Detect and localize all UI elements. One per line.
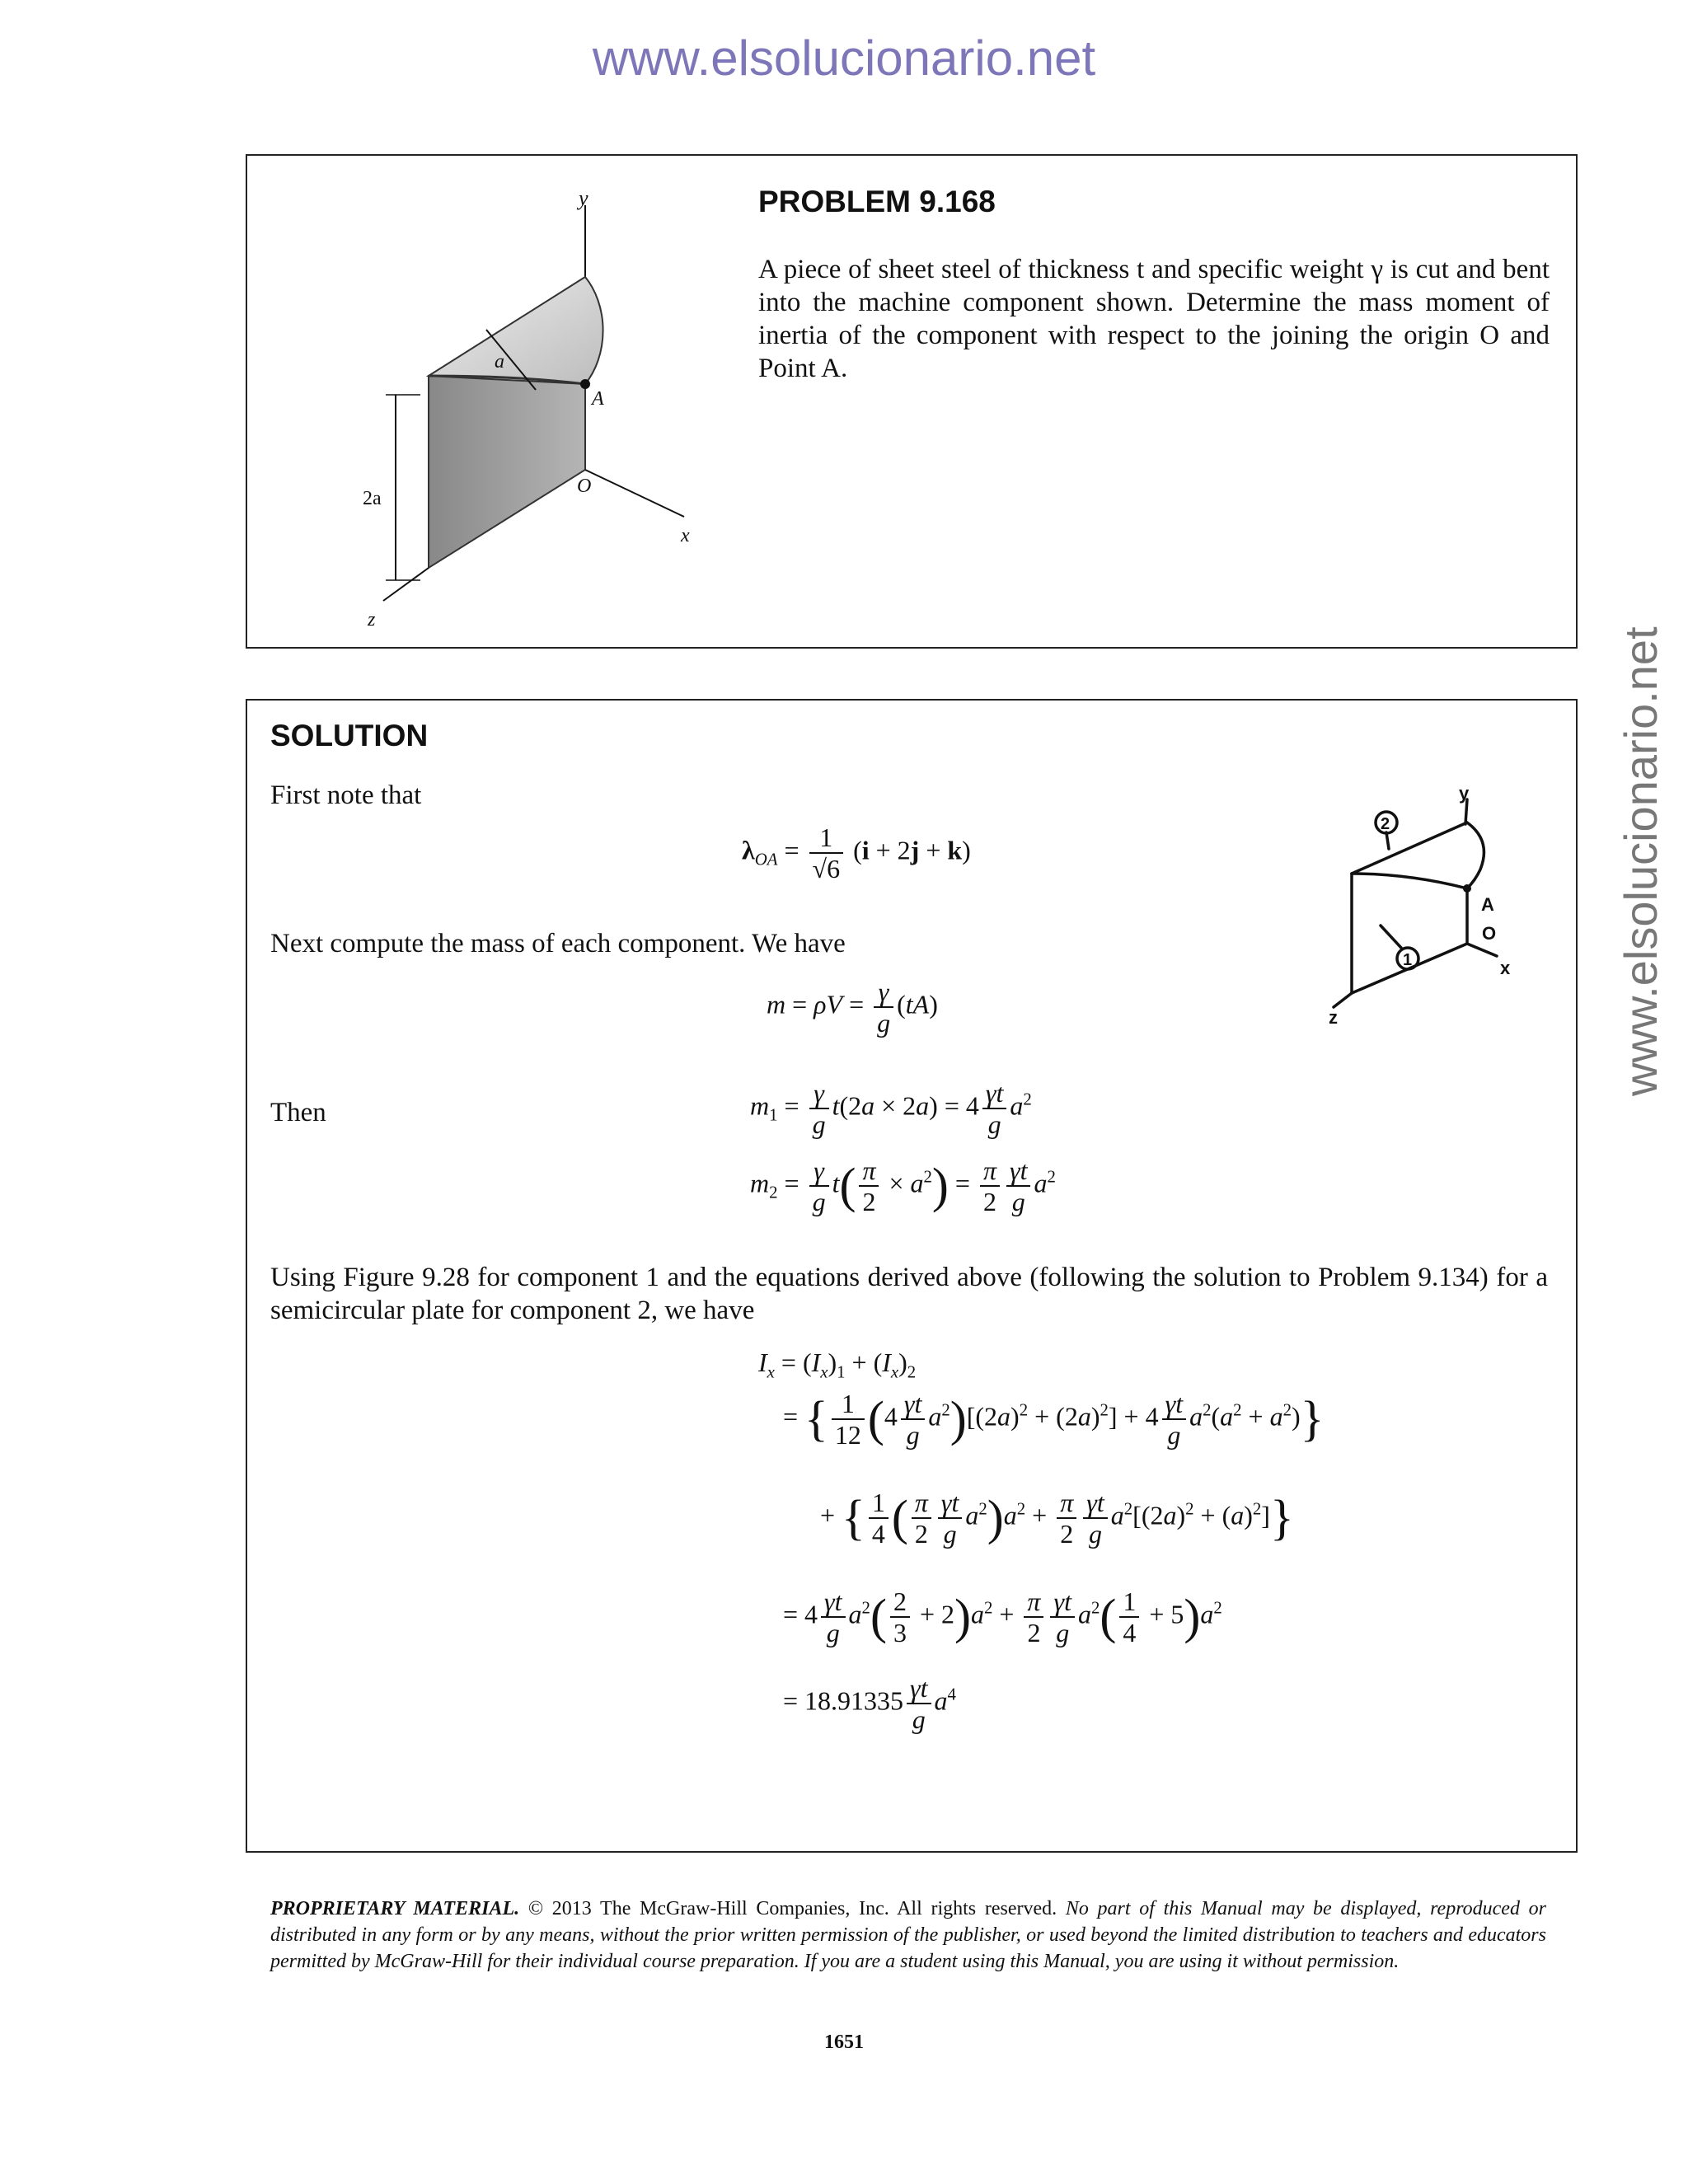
- problem-box: [246, 154, 1578, 649]
- first-note-text: First note that: [270, 780, 422, 810]
- fig-label-z: z: [368, 609, 376, 630]
- problem-figure: [297, 172, 808, 634]
- next-compute-text: Next compute the mass of each component. We have: [270, 929, 846, 958]
- sketch-label-1: 1: [1403, 951, 1413, 969]
- problem-text: A piece of sheet steel of thickness t and specific weight γ is cut and bent into the machine component shown. Determine the mass moment of inertia of the component with respect to the joining the origin O and Point A.: [758, 255, 1550, 383]
- footer-notice: [270, 1896, 1546, 1975]
- footer-italic: No part of this Manual may be displayed, reproduced or distributed in any form or by any means, without the prior written permission of the publisher, or used beyond the limited distribution to teachers and educators permitted by McGraw-Hill for their individual course preparation. If you are a student using this Manual, you are using it without permission.: [270, 1898, 1546, 1972]
- eq-ix-line4: = 4 $\frac{\gamma t}{g}$ $a^2$( $\frac{2}{3}$ + $2)a^2$ + $\frac{\pi}{2}$ $\frac{\gamma t}{g}$ $a^2$( $\frac{1}{4}$ + $5)a^2$: [783, 1586, 1222, 1647]
- then-text: Then: [270, 1098, 326, 1127]
- footer-bold: PROPRIETARY MATERIAL.: [270, 1898, 520, 1919]
- sketch-label-y: y: [1459, 783, 1470, 804]
- eq-ix-line2: = { $\frac{1}{12}$ (4 $\frac{\gamma t}{g}$ $a^2)[(2a)^2 + (2a)^2] + 4$ $\frac{\gamma t}{g}$ $a^2(a^2 + a^2)$}: [783, 1389, 1325, 1450]
- eq-lambda: $\lambda_{OA}$ = $\frac{1}{√6}$ (i + 2j + k): [742, 823, 971, 883]
- watermark-side: www.elsolucionario.net: [1615, 626, 1667, 1096]
- sketch-label-A: A: [1481, 894, 1494, 915]
- solution-box: [246, 699, 1578, 1853]
- sketch-label-z: z: [1329, 1007, 1338, 1028]
- eq-m2: $m_2$ = $\frac{\gamma}{g}$ t( $\frac{\pi}{2}$ × $a^2$) = $\frac{\pi}{2}$ $\frac{\gamma t}{g}$ $a^2$: [750, 1155, 1056, 1216]
- footer-plain: © 2013 The McGraw-Hill Companies, Inc. All rights reserved.: [519, 1898, 1066, 1919]
- watermark-top: www.elsolucionario.net: [592, 30, 1096, 86]
- solution-sketch: [1319, 783, 1533, 1030]
- eq-ix-result: = 18.91335 $\frac{\gamma t}{g}$ $a^4$: [783, 1673, 956, 1734]
- fig-label-a: a: [495, 351, 504, 373]
- solution-title: SOLUTION: [270, 719, 429, 752]
- fig-label-O: O: [577, 476, 592, 497]
- fig-label-y: y: [579, 186, 588, 210]
- fig-label-x: x: [681, 525, 690, 546]
- sketch-label-O: O: [1482, 923, 1497, 944]
- fig-label-A: A: [592, 388, 604, 410]
- eq-ix: $I_x = (I_x)_1 + (I_x)_2$: [758, 1347, 917, 1382]
- eq-ix-line3: + { $\frac{1}{4}$ ( $\frac{\pi}{2}$ $\frac{\gamma t}{g}$ $a^2)a^2$ + $\frac{\pi}{2}$ $\frac{\gamma t}{g}$ $a^2[(2a)^2 + (a)^2]$}: [820, 1488, 1294, 1549]
- sketch-label-x: x: [1500, 958, 1511, 978]
- page-number: 1651: [824, 2032, 864, 2053]
- using-text: Using Figure 9.28 for component 1 and the equations derived above (following the solution to Problem 9.134) for a semicircular plate for component 2, we have: [270, 1263, 1548, 1325]
- sketch-label-2: 2: [1381, 815, 1390, 833]
- fig-label-2a: 2a: [363, 488, 382, 509]
- eq-mass: m = ρV = $\frac{\gamma}{g}$ (tA): [767, 977, 938, 1038]
- problem-title: PROBLEM 9.168: [758, 185, 996, 218]
- eq-m1: $m_1$ = $\frac{\gamma}{g}$ t(2a × 2a) = 4 $\frac{\gamma t}{g}$ $a^2$: [750, 1078, 1032, 1139]
